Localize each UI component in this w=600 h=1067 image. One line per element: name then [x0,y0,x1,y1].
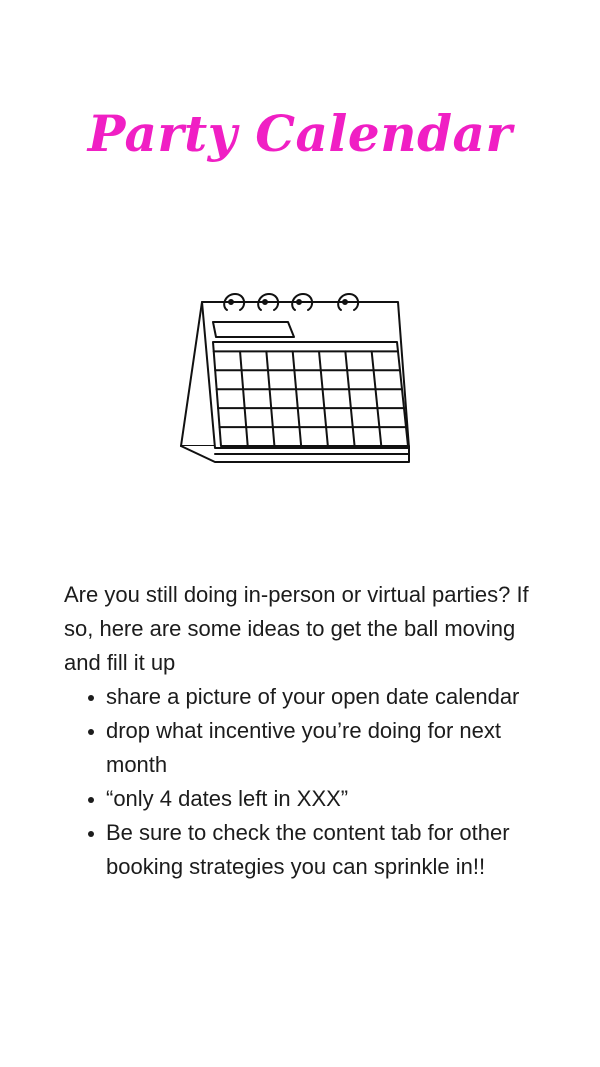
list-item: “only 4 dates left in XXX” [106,782,554,816]
calendar-icon [175,288,420,468]
list-item: Be sure to check the content tab for other booking strategies you can sprinkle in!! [106,816,554,884]
list-item: drop what incentive you’re doing for next month [106,714,554,782]
body-text [64,578,554,884]
list-item: share a picture of your open date calendar [106,680,554,714]
intro-paragraph: Are you still doing in-person or virtual parties? If so, here are some ideas to get the ball moving and fill it up [64,582,529,675]
page-title: Party Calendar [87,104,513,163]
ideas-list [64,680,554,884]
